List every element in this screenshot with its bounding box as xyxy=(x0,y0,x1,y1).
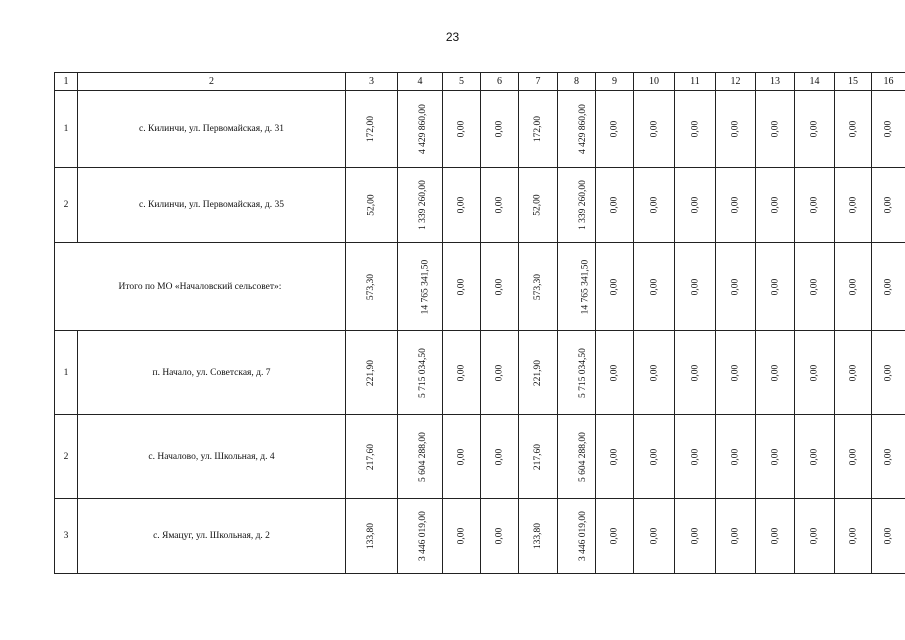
value-cell xyxy=(443,168,481,243)
value-text: 0,00 xyxy=(456,278,467,295)
value-cell xyxy=(596,331,634,415)
value-text: 0,00 xyxy=(690,527,700,545)
value-text: 0,00 xyxy=(456,364,467,381)
address-cell: п. Начало, ул. Советская, д. 7 xyxy=(78,331,346,415)
value-text: 0,00 xyxy=(690,364,700,381)
value-text: 0,00 xyxy=(809,448,820,465)
value-text: 0,00 xyxy=(809,364,820,381)
value-text: 0,00 xyxy=(848,527,858,545)
header-cell: 12 xyxy=(716,73,756,91)
value-cell xyxy=(675,331,716,415)
header-cell: 1 xyxy=(55,73,78,91)
value-cell xyxy=(596,168,634,243)
value-cell xyxy=(558,331,596,415)
value-text: 0,00 xyxy=(730,448,741,465)
value-text: 1 339 260,00 xyxy=(417,180,428,230)
data-table xyxy=(54,72,905,574)
value-cell xyxy=(835,91,872,168)
value-cell xyxy=(716,91,756,168)
header-cell: 8 xyxy=(558,73,596,91)
value-cell xyxy=(634,243,675,331)
value-cell xyxy=(398,499,443,574)
total-row xyxy=(55,243,905,331)
value-cell xyxy=(756,415,795,499)
value-cell xyxy=(872,331,905,415)
value-cell xyxy=(756,91,795,168)
value-text: 0,00 xyxy=(456,120,467,138)
table-row xyxy=(55,331,905,415)
value-cell xyxy=(634,415,675,499)
table-row xyxy=(55,91,905,168)
value-cell xyxy=(398,243,443,331)
row-number: 1 xyxy=(55,91,78,168)
value-text: 217,60 xyxy=(366,443,377,470)
value-cell xyxy=(443,331,481,415)
value-text: 0,00 xyxy=(456,527,467,545)
table-row xyxy=(55,168,905,243)
value-cell xyxy=(519,415,558,499)
value-cell xyxy=(519,243,558,331)
value-cell xyxy=(596,499,634,574)
value-cell xyxy=(835,168,872,243)
value-text: 0,00 xyxy=(456,448,467,465)
value-text: 0,00 xyxy=(494,448,505,465)
value-cell xyxy=(519,331,558,415)
value-text: 0,00 xyxy=(809,120,820,138)
value-text: 0,00 xyxy=(730,527,741,545)
row-number: 1 xyxy=(55,331,78,415)
value-cell xyxy=(558,91,596,168)
value-text: 0,00 xyxy=(690,278,700,295)
header-cell: 6 xyxy=(481,73,519,91)
value-text: 0,00 xyxy=(649,527,659,545)
value-cell xyxy=(346,415,398,499)
value-text: 0,00 xyxy=(494,120,505,138)
value-text: 0,00 xyxy=(848,364,858,381)
value-text: 0,00 xyxy=(809,196,820,214)
value-text: 0,00 xyxy=(609,120,620,138)
header-cell: 9 xyxy=(596,73,634,91)
value-cell xyxy=(558,415,596,499)
value-text: 5 715 034,50 xyxy=(417,347,428,398)
value-cell xyxy=(675,243,716,331)
value-cell xyxy=(481,331,519,415)
value-text: 0,00 xyxy=(730,196,741,214)
address-cell: с. Килинчи, ул. Первомайская, д. 31 xyxy=(78,91,346,168)
value-cell xyxy=(346,243,398,331)
value-cell xyxy=(519,91,558,168)
value-cell xyxy=(596,243,634,331)
value-text: 0,00 xyxy=(883,448,894,465)
value-cell xyxy=(795,243,835,331)
table-row xyxy=(55,499,905,574)
value-cell xyxy=(675,415,716,499)
value-text: 0,00 xyxy=(609,448,620,465)
value-cell xyxy=(443,415,481,499)
value-cell xyxy=(872,243,905,331)
header-cell: 16 xyxy=(872,73,905,91)
value-cell xyxy=(634,91,675,168)
value-cell xyxy=(675,499,716,574)
value-text: 0,00 xyxy=(609,527,620,545)
value-text: 172,00 xyxy=(366,115,377,143)
value-cell xyxy=(756,168,795,243)
value-text: 3 446 019,00 xyxy=(417,511,428,561)
value-text: 4 429 860,00 xyxy=(417,104,428,154)
value-text: 221,90 xyxy=(533,359,543,386)
value-text: 0,00 xyxy=(649,364,659,381)
value-cell xyxy=(634,168,675,243)
value-cell xyxy=(716,499,756,574)
header-cell: 10 xyxy=(634,73,675,91)
value-text: 573,30 xyxy=(533,273,543,300)
value-text: 217,60 xyxy=(533,443,543,470)
row-number: 2 xyxy=(55,168,78,243)
row-number: 3 xyxy=(55,499,78,574)
value-text: 0,00 xyxy=(770,278,780,295)
value-text: 5 604 288,00 xyxy=(417,431,428,482)
value-text: 5 604 288,00 xyxy=(577,431,588,482)
value-cell xyxy=(398,91,443,168)
header-cell: 2 xyxy=(78,73,346,91)
value-text: 0,00 xyxy=(649,278,659,295)
value-cell xyxy=(756,243,795,331)
address-cell: с. Ямацуг, ул. Школьная, д. 2 xyxy=(78,499,346,574)
row-number: 2 xyxy=(55,415,78,499)
value-text: 0,00 xyxy=(690,196,700,214)
page-number: 23 xyxy=(445,30,460,44)
value-cell xyxy=(398,168,443,243)
value-text: 133,80 xyxy=(533,522,543,550)
address-cell: с. Килинчи, ул. Первомайская, д. 35 xyxy=(78,168,346,243)
value-text: 0,00 xyxy=(770,196,780,214)
value-text: 172,00 xyxy=(533,115,543,143)
value-cell xyxy=(872,415,905,499)
value-cell xyxy=(443,243,481,331)
value-text: 3 446 019,00 xyxy=(577,511,588,561)
value-text: 0,00 xyxy=(848,196,858,214)
value-text: 0,00 xyxy=(883,527,894,545)
value-text: 0,00 xyxy=(770,448,780,465)
value-cell xyxy=(716,243,756,331)
header-cell: 7 xyxy=(519,73,558,91)
value-text: 0,00 xyxy=(649,196,659,214)
value-cell xyxy=(558,243,596,331)
value-cell xyxy=(481,499,519,574)
value-text: 14 765 341,50 xyxy=(580,259,591,314)
header-cell: 15 xyxy=(835,73,872,91)
value-cell xyxy=(346,499,398,574)
value-text: 0,00 xyxy=(609,364,620,381)
value-text: 0,00 xyxy=(809,527,820,545)
value-text: 0,00 xyxy=(883,196,894,214)
value-cell xyxy=(835,499,872,574)
value-cell xyxy=(835,331,872,415)
value-text: 0,00 xyxy=(494,278,505,295)
value-cell xyxy=(872,91,905,168)
value-cell xyxy=(558,168,596,243)
value-text: 0,00 xyxy=(848,448,858,465)
value-cell xyxy=(835,415,872,499)
value-cell xyxy=(835,243,872,331)
value-text: 0,00 xyxy=(649,120,659,138)
value-text: 0,00 xyxy=(770,527,780,545)
value-cell xyxy=(398,331,443,415)
value-cell xyxy=(634,499,675,574)
header-cell: 4 xyxy=(398,73,443,91)
value-cell xyxy=(596,415,634,499)
value-text: 0,00 xyxy=(883,278,894,295)
value-text: 0,00 xyxy=(649,448,659,465)
header-cell: 13 xyxy=(756,73,795,91)
value-cell xyxy=(675,91,716,168)
value-cell xyxy=(443,499,481,574)
header-row xyxy=(55,73,905,91)
value-text: 0,00 xyxy=(883,364,894,381)
value-cell xyxy=(756,499,795,574)
value-text: 5 715 034,50 xyxy=(577,347,588,398)
value-text: 0,00 xyxy=(848,120,858,138)
value-cell xyxy=(872,168,905,243)
value-cell xyxy=(675,168,716,243)
value-text: 0,00 xyxy=(494,196,505,214)
value-cell xyxy=(519,168,558,243)
header-cell: 5 xyxy=(443,73,481,91)
value-text: 133,80 xyxy=(366,522,377,550)
value-text: 14 765 341,50 xyxy=(420,259,431,314)
value-cell xyxy=(558,499,596,574)
value-cell xyxy=(481,415,519,499)
address-cell: с. Началово, ул. Школьная, д. 4 xyxy=(78,415,346,499)
value-cell xyxy=(398,415,443,499)
value-text: 0,00 xyxy=(690,120,700,138)
value-text: 0,00 xyxy=(809,278,820,295)
value-cell xyxy=(346,168,398,243)
value-text: 1 339 260,00 xyxy=(577,180,588,230)
value-text: 52,00 xyxy=(366,194,377,216)
value-text: 0,00 xyxy=(609,196,620,214)
value-text: 0,00 xyxy=(883,120,894,138)
value-cell xyxy=(795,168,835,243)
header-cell: 14 xyxy=(795,73,835,91)
value-text: 221,90 xyxy=(366,359,377,386)
value-cell xyxy=(716,415,756,499)
value-cell xyxy=(795,499,835,574)
value-cell xyxy=(872,499,905,574)
value-text: 0,00 xyxy=(730,364,741,381)
header-cell: 11 xyxy=(675,73,716,91)
value-cell xyxy=(519,499,558,574)
value-cell xyxy=(716,331,756,415)
value-cell xyxy=(634,331,675,415)
value-text: 0,00 xyxy=(730,278,741,295)
value-text: 0,00 xyxy=(494,527,505,545)
value-cell xyxy=(795,415,835,499)
value-text: 0,00 xyxy=(690,448,700,465)
value-text: 0,00 xyxy=(609,278,620,295)
value-text: 0,00 xyxy=(456,196,467,214)
value-text: 0,00 xyxy=(848,278,858,295)
header-cell: 3 xyxy=(346,73,398,91)
value-text: 0,00 xyxy=(730,120,741,138)
value-cell xyxy=(795,331,835,415)
value-cell xyxy=(346,91,398,168)
value-cell xyxy=(481,243,519,331)
value-cell xyxy=(795,91,835,168)
value-text: 573,30 xyxy=(366,273,377,300)
value-cell xyxy=(756,331,795,415)
value-text: 0,00 xyxy=(770,364,780,381)
value-cell xyxy=(481,91,519,168)
total-label: Итого по МО «Началовский сельсовет»: xyxy=(55,243,346,331)
value-cell xyxy=(481,168,519,243)
value-cell xyxy=(596,91,634,168)
value-text: 52,00 xyxy=(533,194,543,216)
value-text: 0,00 xyxy=(770,120,780,138)
value-text: 0,00 xyxy=(494,364,505,381)
value-text: 4 429 860,00 xyxy=(577,104,588,154)
table-row xyxy=(55,415,905,499)
value-cell xyxy=(716,168,756,243)
table-body xyxy=(55,73,905,574)
value-cell xyxy=(443,91,481,168)
value-cell xyxy=(346,331,398,415)
